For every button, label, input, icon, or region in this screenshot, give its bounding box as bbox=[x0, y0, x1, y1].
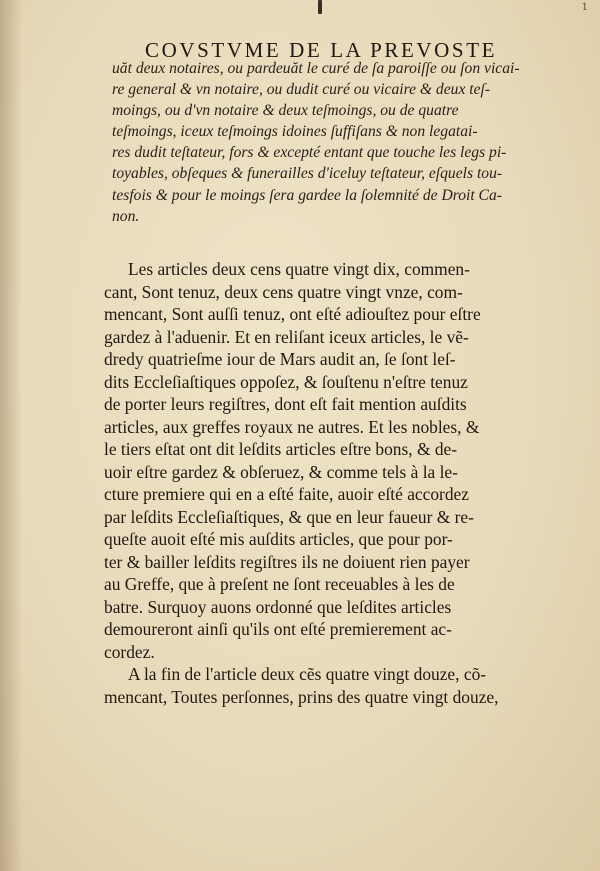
folio-number: 1 bbox=[581, 2, 588, 13]
text-line: Les articles deux cens quatre vingt dix, commen- bbox=[128, 259, 470, 279]
text-line: batre. Surquoy auons ordonné que leſdites articles bbox=[104, 596, 452, 617]
text-line: cant, Sont tenuz, deux cens quatre vingt vnze, com- bbox=[104, 281, 463, 302]
text-line: re general & vn notaire, ou dudit curé ou vicaire & deux teſ- bbox=[112, 81, 491, 99]
text-line: res dudit teſtateur, fors & excepté entant que touche les legs pi- bbox=[112, 144, 507, 162]
text-line: dredy quatrieſme iour de Mars audit an, ſe ſont leſ- bbox=[104, 349, 456, 369]
text-line: le tiers eſtat ont dit leſdits articles eſtre bons, & de- bbox=[104, 439, 458, 459]
body-paragraphs bbox=[104, 258, 556, 708]
text-line: A la fin de l'article deux cẽs quatre vingt douze, cõ- bbox=[128, 664, 487, 684]
running-header: COVSTVME DE LA PREVOSTE bbox=[145, 38, 498, 62]
text-line: moings, ou d'vn notaire & deux teſmoings, ou de quatre bbox=[112, 102, 459, 120]
text-line: tesfois & pour le moings ſera gardee la ſolemnité de Droit Ca- bbox=[112, 186, 502, 204]
text-line: non. bbox=[112, 207, 140, 225]
text-line: de porter leurs regiſtres, dont eſt fait mention auſdits bbox=[104, 394, 467, 414]
text-line: ter & bailler leſdits regiſtres ils ne doiuent rien payer bbox=[104, 551, 470, 572]
text-line: cture premiere qui en a eſté faite, auoir eſté accordez bbox=[104, 484, 469, 504]
text-line: articles, aux greffes royaux ne autres. Et les nobles, & bbox=[104, 416, 480, 437]
text-line: toyables, obſeques & funerailles d'iceluy teſtateur, eſquels tou- bbox=[112, 165, 503, 183]
text-line: au Greffe, que à preſent ne ſont receuables à les de bbox=[104, 574, 455, 594]
text-line: queſte auoit eſté mis auſdits articles, que pour por- bbox=[104, 529, 453, 549]
text-line: dits Eccleſiaſtiques oppoſez, & ſouſtenu n'eſtre tenuz bbox=[104, 371, 468, 392]
text-line: uoir eſtre gardez & obſeruez, & comme tels à la le- bbox=[104, 461, 458, 482]
italic-paragraph bbox=[112, 58, 552, 227]
binding-shadow bbox=[0, 0, 22, 871]
text-line: uăt deux notaires, ou pardeuăt le curé de ſa paroiſſe ou ſon vicai- bbox=[112, 60, 520, 77]
text-line: mencant, Toutes perſonnes, prins des quatre vingt douze, bbox=[104, 686, 499, 707]
ink-mark bbox=[318, 0, 322, 14]
text-line: teſmoings, iceux teſmoings idoines ſuffiſans & non legatai- bbox=[112, 123, 478, 141]
text-line: par leſdits Eccleſiaſtiques, & que en leur faueur & re- bbox=[104, 506, 474, 527]
text-line: demoureront ainſi qu'ils ont eſté premierement ac- bbox=[104, 619, 452, 639]
text-line: gardez à l'aduenir. Et en reliſant iceux articles, le vẽ- bbox=[104, 326, 469, 347]
text-line: mencant, Sont auſſi tenuz, ont eſté adiouſtez pour eſtre bbox=[104, 304, 481, 324]
text-line: cordez. bbox=[104, 641, 155, 662]
